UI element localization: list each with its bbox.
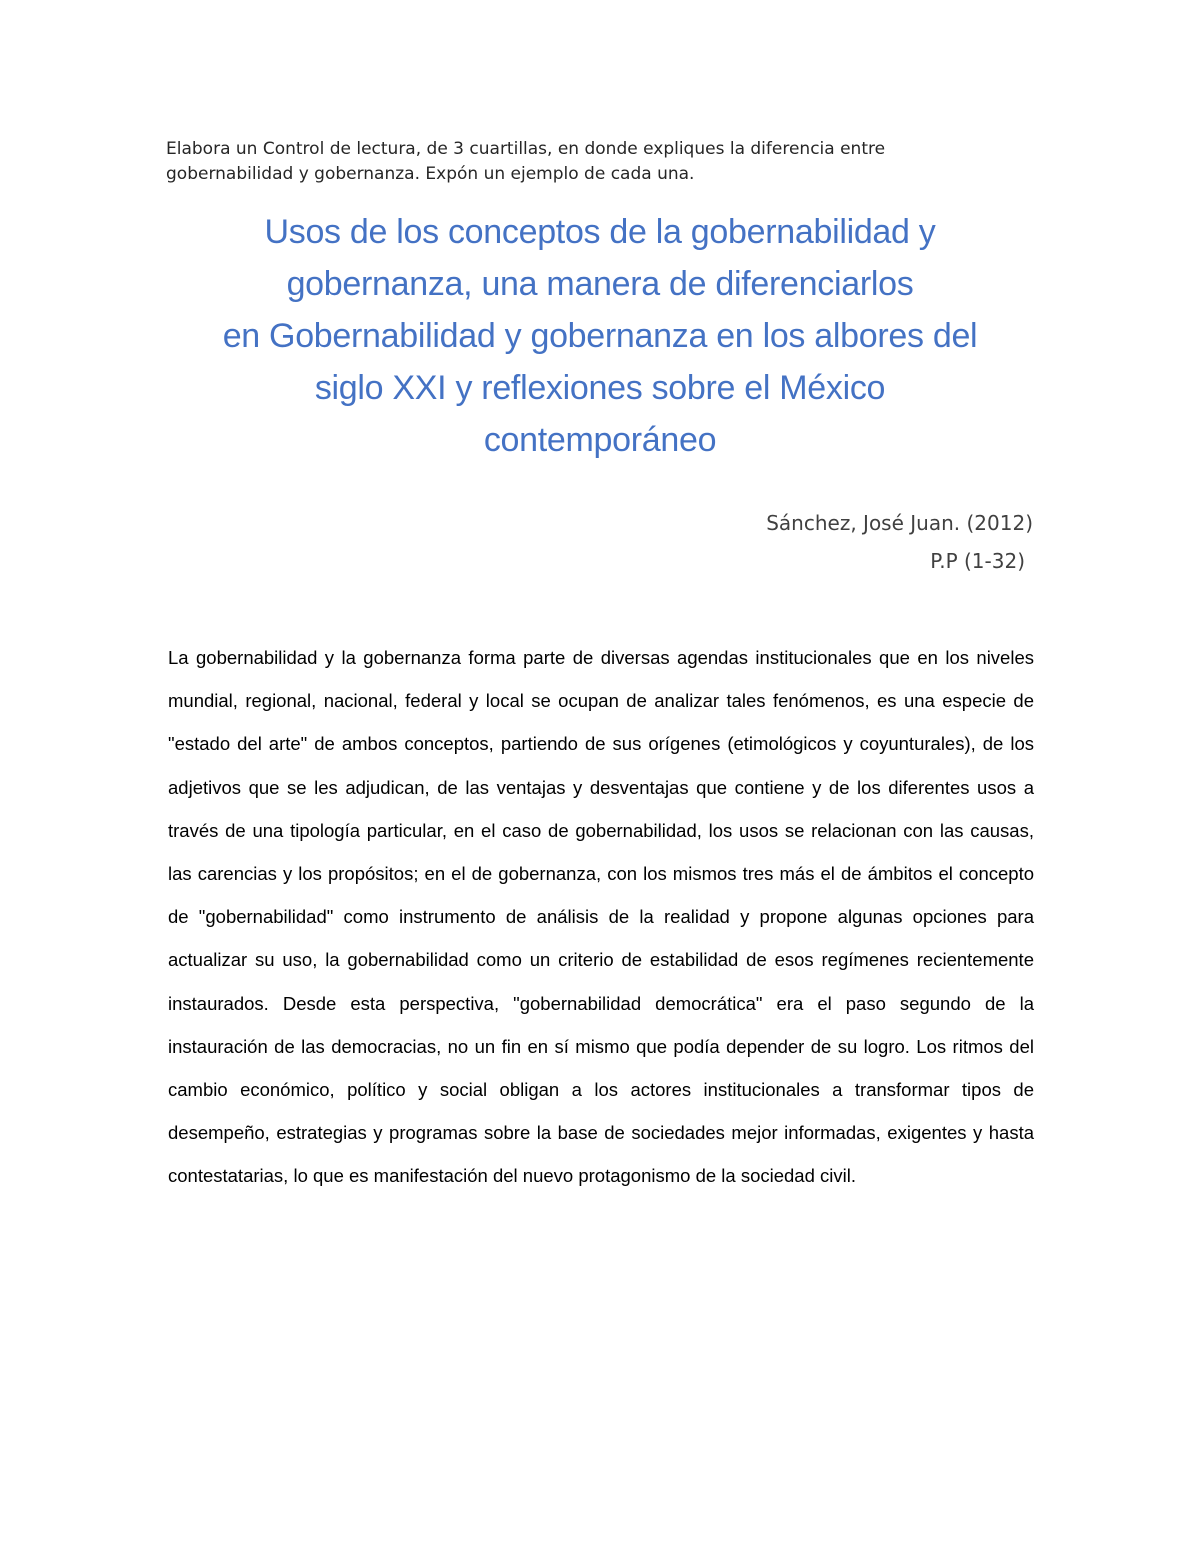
title-line: gobernanza, una manera de diferenciarlos — [286, 265, 914, 303]
title-line: contemporáneo — [483, 421, 717, 459]
citation-block — [766, 504, 1033, 580]
title-line: en Gobernabilidad y gobernanza en los albores del — [222, 317, 978, 355]
title-line: siglo XXI y reflexiones sobre el México — [314, 369, 886, 407]
assignment-instruction: Elabora un Control de lectura, de 3 cuartillas, en donde expliques la diferencia entre gobernabilidad y gobernanza. Expón un ejemplo de cada una. — [166, 139, 886, 184]
citation-author: Sánchez, José Juan. (2012) — [766, 511, 1033, 535]
body-paragraph: La gobernabilidad y la gobernanza forma parte de diversas agendas institucionales que en los niveles mundial, regional, nacional, federal y local se ocupan de analizar tales fenómenos, es una especie de "estado del arte" de ambos conceptos, partiendo de sus orígenes (etimológicos y coyunturales), de los adjetivos que se les adjudican, de las ventajas y desventajas que contiene y de los diferentes usos a través de una tipología particular, en el caso de gobernabilidad, los usos se relacionan con las causas, las carencias y los propósitos; en el de gobernanza, con los mismos tres más el de ámbitos el concepto de "gobernabilidad" como instrumento de análisis de la realidad y propone algunas opciones para actualizar su uso, la gobernabilidad como un criterio de estabilidad de esos regímenes recientemente instaurados. Desde esta perspectiva, "gobernabilidad democrática" era el paso segundo de la instauración de las democracias, no un fin en sí mismo que podía depender de su logro. Los ritmos del cambio económico, político y social obligan a los actores institucionales a transformar tipos de desempeño, estrategias y programas sobre la base de sociedades mejor informadas, exigentes y hasta contestatarias, lo que es manifestación del nuevo protagonismo de la sociedad civil. — [168, 647, 1034, 1187]
citation-pages: P.P (1-32) — [930, 549, 1025, 573]
document-title — [140, 206, 1060, 466]
title-line: Usos de los conceptos de la gobernabilidad y — [264, 213, 936, 251]
